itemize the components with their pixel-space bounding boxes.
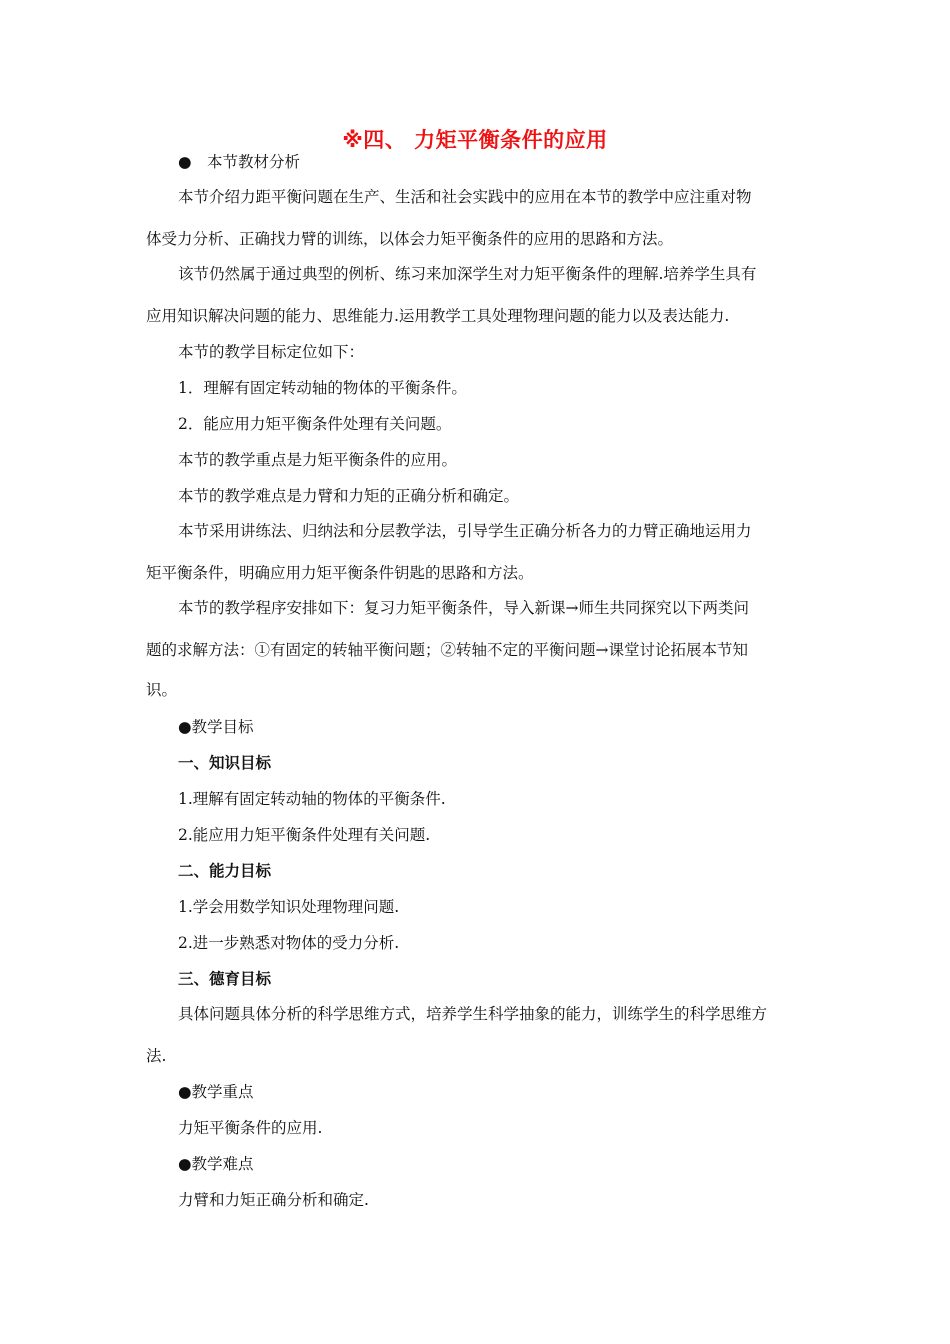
procedure-line2: 题的求解方法：①有固定的转轴平衡问题；②转轴不定的平衡问题→课堂讨论拓展本节知 [146,641,748,659]
moral-line2: 法. [146,1047,167,1065]
para2-line2: 应用知识解决问题的能力、思维能力.运用教学工具处理物理问题的能力以及表达能力. [146,307,730,325]
procedure-line3: 识。 [146,681,178,699]
para2-line1: 该节仍然属于通过典型的例析、练习来加深学生对力矩平衡条件的理解.培养学生具有 [178,265,757,283]
para1-line2: 体受力分析、正确找力臂的训练，以体会力矩平衡条件的应用的思路和方法。 [146,230,674,248]
goal-1: 1．理解有固定转动轴的物体的平衡条件。 [178,379,467,397]
knowledge-item-2: 2.能应用力矩平衡条件处理有关问题. [178,826,431,844]
knowledge-item-1: 1.理解有固定转动轴的物体的平衡条件. [178,790,446,808]
ability-heading: 二、能力目标 [178,862,272,880]
moral-heading: 三、德育目标 [178,970,272,988]
key-text: 力矩平衡条件的应用. [178,1119,323,1137]
ability-item-2: 2.进一步熟悉对物体的受力分析. [178,934,400,952]
page-title: ※四、 力矩平衡条件的应用 [342,128,608,152]
teaching-goals-heading: ●教学目标 [178,718,254,736]
method-line2: 矩平衡条件，明确应用力矩平衡条件钥匙的思路和方法。 [146,564,534,582]
difficulty-line: 本节的教学难点是力臂和力矩的正确分析和确定。 [178,487,520,505]
goal-2: 2．能应用力矩平衡条件处理有关问题。 [178,415,452,433]
method-line1: 本节采用讲练法、归纳法和分层教学法，引导学生正确分析各力的力臂正确地运用力 [178,522,752,540]
section-analysis-heading: ● 本节教材分析 [178,153,301,171]
difficulty-text: 力臂和力矩正确分析和确定. [178,1191,369,1209]
goals-intro: 本节的教学目标定位如下： [178,343,365,361]
moral-line1: 具体问题具体分析的科学思维方式，培养学生科学抽象的能力，训练学生的科学思维方 [178,1005,768,1023]
para1-line1: 本节介绍力距平衡问题在生产、生活和社会实践中的应用在本节的教学中应注重对物 [178,188,752,206]
key-point-line: 本节的教学重点是力矩平衡条件的应用。 [178,451,458,469]
procedure-line1: 本节的教学程序安排如下：复习力矩平衡条件，导入新课→师生共同探究以下两类问 [178,599,749,617]
difficulty-heading: ●教学难点 [178,1155,254,1173]
ability-item-1: 1.学会用数学知识处理物理问题. [178,898,400,916]
key-heading: ●教学重点 [178,1083,254,1101]
knowledge-heading: 一、知识目标 [178,754,272,772]
